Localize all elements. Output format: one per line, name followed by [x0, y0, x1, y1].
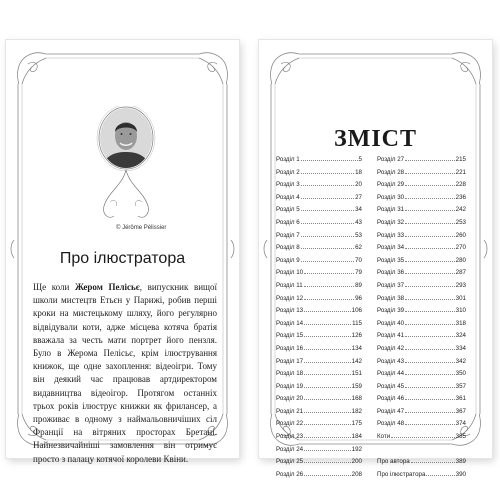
toc-entry	[377, 458, 466, 471]
toc-entry-label: Розділ 16	[276, 344, 304, 352]
toc-entry	[377, 219, 466, 232]
toc-entry-page: 134	[351, 344, 362, 352]
toc-entry-label: Розділ 34	[377, 244, 405, 252]
toc-entry-label: Розділ 18	[276, 370, 304, 378]
toc-leader-dots	[405, 184, 455, 186]
toc-entry-page: 89	[355, 281, 362, 289]
toc-entry	[276, 194, 362, 207]
toc-entry-page: 260	[455, 231, 466, 239]
toc-entry-label: Розділ 25	[276, 458, 304, 466]
toc-entry-label: Розділ 2	[276, 168, 300, 176]
toc-entry	[276, 332, 362, 345]
toc-entry-page: 374	[455, 420, 466, 428]
toc-leader-dots	[301, 159, 358, 161]
toc-entry	[276, 408, 362, 421]
toc-entry-page: 142	[351, 357, 362, 365]
toc-entry-page: 385	[455, 433, 466, 441]
toc-entry	[276, 420, 362, 433]
toc-entry	[276, 471, 362, 484]
toc-entry-page: 200	[351, 458, 362, 466]
toc-entry-label: Розділ 10	[276, 269, 304, 277]
toc-entry-page: 79	[355, 269, 362, 277]
toc-entry-page: 242	[455, 206, 466, 214]
toc-entry	[276, 446, 362, 459]
toc-entry	[377, 194, 466, 207]
toc-entry	[377, 358, 466, 371]
toc-entry-label: Розділ 1	[276, 156, 300, 163]
toc-leader-dots	[304, 386, 351, 388]
toc-entry-page: 318	[455, 319, 466, 327]
toc-leader-dots	[301, 172, 354, 174]
toc-leader-dots	[405, 398, 455, 400]
toc-entry	[377, 383, 466, 396]
toc-leader-dots	[304, 335, 351, 337]
toc-entry-page: 159	[351, 382, 362, 390]
toc-entry-label: Розділ 39	[377, 307, 405, 315]
toc-entry-page: 53	[355, 231, 362, 239]
toc-entry-page: 361	[455, 395, 466, 403]
toc-entry	[276, 206, 362, 219]
toc-entry	[377, 244, 466, 257]
toc-column-1	[276, 156, 362, 483]
toc-entry-label: Розділ 19	[276, 382, 304, 390]
toc-leader-dots	[304, 461, 351, 463]
toc-entry-label: Розділ 13	[276, 307, 304, 315]
toc-entry-page: 310	[455, 307, 466, 315]
toc-entry-page: 334	[455, 344, 466, 352]
toc-entry-label: Розділ 32	[377, 218, 405, 226]
toc-leader-dots	[411, 461, 455, 463]
toc-entry	[377, 206, 466, 219]
toc-entry-page: 350	[455, 370, 466, 378]
toc-entry	[276, 282, 362, 295]
toc-entry-page: 5	[358, 156, 362, 163]
toc-entry-label: Розділ 40	[377, 319, 405, 327]
toc-entry-label: Розділ 29	[377, 181, 405, 189]
toc-entry-page: 34	[355, 206, 362, 214]
toc-entry-page: 301	[455, 294, 466, 302]
right-page	[259, 40, 492, 478]
toc-entry-page: 293	[455, 281, 466, 289]
toc-leader-dots	[405, 348, 455, 350]
toc-leader-dots	[405, 272, 455, 274]
toc-entry-page: 367	[455, 407, 466, 415]
toc-entry	[276, 269, 362, 282]
toc-entry-label: Розділ 20	[276, 395, 304, 403]
toc-entry-page: 182	[351, 407, 362, 415]
toc-entry-page: 43	[355, 218, 362, 226]
toc-entry-page: 253	[455, 218, 466, 226]
toc-leader-dots	[304, 373, 351, 375]
toc-entry-label: Розділ 11	[276, 281, 303, 289]
toc-entry-label: Про ілюстратора	[377, 470, 426, 478]
toc-leader-dots	[405, 172, 455, 174]
toc-leader-dots	[304, 323, 351, 325]
toc-entry-label: Розділ 35	[377, 256, 405, 264]
toc-leader-dots	[304, 272, 354, 274]
illustrator-name: Жером Пелісьє	[74, 282, 140, 292]
toc-entry-label: Про автора	[377, 458, 410, 466]
toc-leader-dots	[304, 411, 351, 413]
toc-leader-dots	[405, 361, 455, 363]
toc-leader-dots	[405, 411, 455, 413]
toc-entry-page: 236	[455, 193, 466, 201]
toc-entry	[276, 345, 362, 358]
toc-leader-dots	[301, 209, 354, 211]
toc-leader-dots	[304, 348, 351, 350]
toc-entry-page: 96	[355, 294, 362, 302]
toc-entry	[276, 433, 362, 446]
toc-entry	[276, 383, 362, 396]
toc-entry	[377, 295, 466, 308]
toc-leader-dots	[405, 260, 455, 262]
toc-entry-label: Розділ 17	[276, 357, 304, 365]
toc-entry	[276, 257, 362, 270]
toc-entry-label: Розділ 31	[377, 206, 405, 214]
toc-leader-dots	[304, 361, 351, 363]
toc-entry-label: Розділ 14	[276, 319, 304, 327]
toc-entry	[276, 458, 362, 471]
toc-entry	[276, 232, 362, 245]
toc-entry-page: 126	[351, 332, 362, 340]
toc-leader-dots	[304, 449, 351, 451]
toc-leader-dots	[405, 335, 455, 337]
toc-leader-dots	[304, 298, 354, 300]
toc-leader-dots	[405, 323, 455, 325]
toc-entry-page: 342	[455, 357, 466, 365]
toc-entry-page: 106	[351, 307, 362, 315]
toc-entry	[377, 408, 466, 421]
toc-leader-dots	[304, 310, 351, 312]
toc-entry-page: 70	[355, 256, 362, 264]
toc-entry-page: 18	[355, 168, 362, 176]
toc-entry-page: 390	[455, 470, 466, 478]
toc-entry-page: 115	[352, 319, 362, 327]
toc-entry-label: Розділ 6	[276, 218, 300, 226]
toc-leader-dots	[301, 247, 354, 249]
toc-entry-label: Розділ 30	[377, 193, 405, 201]
toc-entry	[377, 181, 466, 194]
toc-leader-dots	[301, 235, 354, 237]
toc-entry-label: Розділ 27	[377, 156, 405, 163]
toc-entry-label: Розділ 47	[377, 407, 405, 415]
toc-entry	[377, 232, 466, 245]
toc-entry	[377, 420, 466, 433]
toc-leader-dots	[391, 436, 454, 438]
toc-entry	[276, 395, 362, 408]
toc-entry-page: 270	[455, 244, 466, 252]
toc-entry	[377, 282, 466, 295]
toc-leader-dots	[405, 298, 455, 300]
toc-entry	[276, 370, 362, 383]
toc-entry-label: Розділ 28	[377, 168, 405, 176]
toc-entry-page: 221	[455, 168, 466, 176]
toc-leader-dots	[304, 398, 351, 400]
toc-entry-label: Розділ 48	[377, 420, 405, 428]
toc-entry-page: 215	[455, 156, 466, 163]
toc-entry-label: Розділ 3	[276, 181, 300, 189]
toc-entry-label: Розділ 4	[276, 193, 300, 201]
toc-entry-page: 208	[351, 470, 362, 478]
bio-text-start: Ще коли	[33, 282, 75, 292]
toc-column-2	[377, 156, 466, 483]
toc-entry	[377, 446, 466, 459]
toc-entry-label: Розділ 46	[377, 395, 405, 403]
toc-leader-dots	[304, 436, 351, 438]
toc-entry	[377, 307, 466, 320]
toc-entry	[276, 295, 362, 308]
toc-leader-dots	[304, 285, 354, 287]
toc-leader-dots	[405, 285, 455, 287]
toc-entry-page: 389	[455, 458, 466, 466]
bio-paragraph	[33, 281, 217, 466]
toc-entry	[276, 219, 362, 232]
toc-leader-dots	[405, 423, 455, 425]
toc-entry	[377, 332, 466, 345]
toc-entry-label: Розділ 38	[377, 294, 405, 302]
toc-entry-label: Розділ 12	[276, 294, 304, 302]
toc-leader-dots	[301, 184, 354, 186]
toc-entry-label: Розділ 9	[276, 256, 300, 264]
toc-entry-label: Коти	[377, 433, 391, 441]
toc-entry-page: 151	[351, 370, 362, 378]
illustrator-portrait	[96, 106, 156, 222]
toc-entry-page: 280	[455, 256, 466, 264]
toc-leader-dots	[304, 474, 351, 476]
toc-entry	[377, 471, 466, 484]
photo-credit: © Jérôme Pélissier	[116, 225, 167, 231]
toc-entry-page: 27	[355, 193, 362, 201]
toc-entry	[377, 370, 466, 383]
toc-entry	[377, 156, 466, 169]
toc-entry-page: 168	[351, 395, 362, 403]
toc-entry	[276, 181, 362, 194]
toc-entry-page: 287	[455, 269, 466, 277]
toc-entry-label: Розділ 21	[276, 407, 304, 415]
toc-leader-dots	[405, 209, 455, 211]
toc-entry-label: Розділ 42	[377, 344, 405, 352]
toc-entry-label: Розділ 44	[377, 370, 405, 378]
toc-entry-label: Розділ 7	[276, 231, 300, 239]
toc-entry	[276, 244, 362, 257]
toc-entry-label: Розділ 26	[276, 470, 304, 478]
toc-entry	[377, 269, 466, 282]
toc-entry-page: 192	[351, 445, 362, 453]
toc-entry-label: Розділ 24	[276, 445, 304, 453]
toc-entry-label: Розділ 36	[377, 269, 405, 277]
toc-entry	[276, 169, 362, 182]
toc-entry-label: Розділ 15	[276, 332, 304, 340]
toc-leader-dots	[405, 159, 455, 161]
toc-entry-page: 228	[455, 181, 466, 189]
toc-leader-dots	[405, 197, 455, 199]
toc-title: ЗМІСТ	[334, 126, 417, 152]
toc-entry-label: Розділ 33	[377, 231, 405, 239]
toc-entry-label: Розділ 41	[377, 332, 405, 340]
toc-entry-page: 324	[455, 332, 466, 340]
toc-leader-dots	[304, 423, 351, 425]
toc-entry	[377, 169, 466, 182]
bio-text-rest: , випускник вищої школи мистецтв Етьєн у Парижі, робив перші кроки на мистецькому шляху, його регулярно відвідували коти, адже місцева котяча братія вважала за честь мати портрет його пензля. Було в Жерома Пелісьє, крім ілюстрування книжок, ще одне захоплення: відеоігри. Тому він деякий час працював артдиректором видавництва відеоігор. Протягом останніх трьох років ілюструє книжки як фрилансер, а проживає в одному з наймальовничіших сіл Франції на вітряних просторах Бретані. Найнезвичайніші замовлення він отримує просто з палацу котячої королеви Квіни.	[33, 282, 217, 464]
toc-entry-page: 357	[455, 382, 466, 390]
toc-entry-label: Розділ 22	[276, 420, 304, 428]
toc-entry	[377, 433, 466, 446]
toc-leader-dots	[426, 474, 454, 476]
left-page	[6, 40, 239, 464]
toc-entry-label: Розділ 8	[276, 244, 300, 252]
toc-entry-page: 20	[355, 181, 362, 189]
toc-leader-dots	[301, 260, 354, 262]
toc-entry	[276, 156, 362, 169]
toc-entry-label: Розділ 37	[377, 281, 405, 289]
toc-entry-label: Розділ 45	[377, 382, 405, 390]
toc-entry-label: Розділ 5	[276, 206, 300, 214]
toc-entry	[276, 320, 362, 333]
toc-leader-dots	[405, 386, 455, 388]
toc-entry-page: 175	[351, 420, 362, 428]
toc-entry	[377, 395, 466, 408]
toc-leader-dots	[405, 235, 455, 237]
toc-entry	[377, 345, 466, 358]
toc-entry-page: 62	[355, 244, 362, 252]
toc-leader-dots	[405, 247, 455, 249]
toc-leader-dots	[301, 197, 354, 199]
toc-entry	[276, 358, 362, 371]
toc-entry	[377, 320, 466, 333]
toc-leader-dots	[405, 373, 455, 375]
toc-entry	[276, 307, 362, 320]
toc-entry-page: 184	[351, 433, 362, 441]
toc-leader-dots	[405, 222, 455, 224]
toc-entry-label: Розділ 23	[276, 433, 304, 441]
toc-leader-dots	[405, 310, 455, 312]
toc-leader-dots	[301, 222, 354, 224]
page-title: Про ілюстратора	[59, 250, 186, 267]
toc-entry-label: Розділ 43	[377, 357, 405, 365]
toc-entry	[377, 257, 466, 270]
